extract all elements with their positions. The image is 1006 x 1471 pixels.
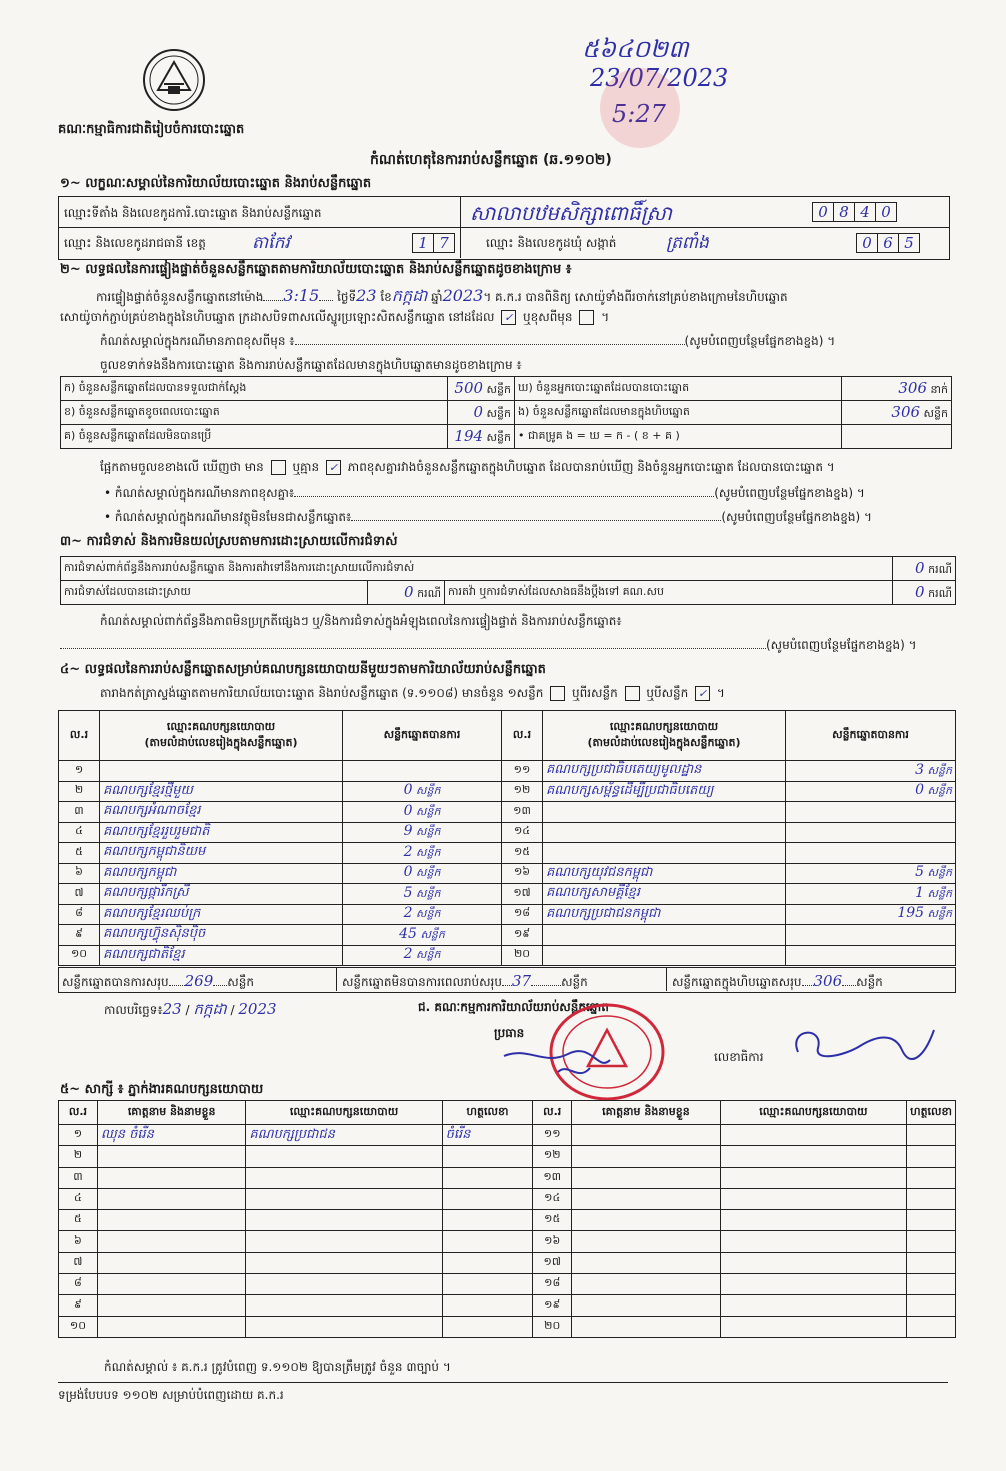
no-difference-checkbox[interactable]: ✓ — [326, 460, 341, 475]
objection-row1-label: ការជំទាស់ពាក់ព័ន្ធនឹងការរាប់សន្លឹកឆ្នោត និងការតវ៉ាទៅនឹងការដោះស្រាយលើការជំទាស់ — [61, 557, 893, 581]
committee-label: ជ. គណៈកម្មការការិយាល័យរាប់សន្លឹកឆ្នោត — [418, 1000, 609, 1014]
party-result-row: ៣ គណបក្សអំណាចខ្មែរ 0 សន្លឹក ១៣ — [59, 802, 956, 823]
three-sheet-checkbox[interactable]: ✓ — [695, 686, 710, 701]
province-label: ឈ្មោះ និងលេខកូដរាជធានី ខេត្ត — [64, 236, 206, 250]
one-sheet-checkbox[interactable] — [550, 686, 565, 701]
province-value: តាកែវ — [252, 233, 290, 253]
party-name: គណបក្សខ្មែររួបរួមជាតិ — [100, 822, 343, 843]
station-label: ឈ្មោះទីតាំង និងលេខកូដការិ.បោះឆ្នោត និងរាប់សន្លឹកឆ្នោត — [64, 206, 322, 220]
red-seal-top — [600, 68, 680, 148]
party-name: គណបក្សខ្មែរឈប់ក្រ — [100, 904, 343, 925]
difference-note: កំណត់សម្គាល់ក្នុងករណីមានភាពខុសពីមុន ៖ (សូមបំពេញបន្ថែមផ្នែកខាងខ្នង) ។ — [100, 334, 836, 348]
section5-heading: ៥~ សាក្សី ៖ ភ្នាក់ងារគណបក្សនយោបាយ — [60, 1082, 264, 1097]
party-result-row: ៨ គណបក្សខ្មែរឈប់ក្រ 2 សន្លឹក ១៨ គណបក្សប្រជាជនកម្ពុជា 195 សន្លឹក — [59, 904, 956, 925]
stamp-time: 5:27 — [612, 100, 666, 128]
witness-row: ៥ ១៥ — [59, 1210, 956, 1231]
section1-heading: ១~ លក្ខណៈសម្គាល់នៃការិយាល័យបោះឆ្នោត និងរាប់សន្លឹកឆ្នោត — [60, 176, 372, 191]
party-name — [543, 945, 786, 966]
party-name: គណបក្សសាមគ្គីខ្មែរ — [543, 884, 786, 905]
witness-row: ២ ១២ — [59, 1146, 956, 1167]
witness-row: ៤ ១៤ — [59, 1188, 956, 1209]
ballot-count-row: គ) ចំនួនសន្លឹកឆ្នោតដែលមិនបានប្រើ 194 សន្លឹក • ជាគម្រូគ ង = ឃ = ក - ( ខ + គ ) — [61, 425, 952, 449]
secretary-label: លេខាធិការ — [714, 1050, 764, 1064]
party-name: គណបក្សសម្ព័ន្ធដើម្បីប្រជាធិបតេយ្យ — [543, 781, 786, 802]
party-result-row: ២ គណបក្សខ្មែរថ្មីមួយ 0 សន្លឹក ១២ គណបក្សសម្ព័ន្ធដើម្បីប្រជាធិបតេយ្យ 0 សន្លឹក — [59, 781, 956, 802]
ballot-count-table — [60, 376, 952, 449]
chair-label: ប្រធាន — [494, 1026, 525, 1040]
party-name — [100, 761, 343, 782]
party-name — [543, 925, 786, 946]
station-value: សាលាបឋមសិក្សាពោធិ៍ស្រា — [470, 201, 673, 225]
witness-row: ១ ឈុន ចំរើន គណបក្សប្រជាជន ចំរើន ១១ — [59, 1125, 956, 1146]
stamp-date: 23/07/2023 — [590, 64, 729, 92]
party-result-row: ៥ គណបក្សកម្ពុជានិយម 2 សន្លឹក ១៥ — [59, 843, 956, 864]
party-result-row: ១ ១១ គណបក្សប្រជាធិបតេយ្យមូលដ្ឋាន 3 សន្លឹក — [59, 761, 956, 782]
commune-value: ត្រពាំង — [666, 233, 709, 253]
has-difference-checkbox[interactable] — [271, 460, 286, 475]
appeal-label: ការតវ៉ា ឬការជំទាស់ដែលសាងធនឹងប្តឹងទៅ គណ.សប — [445, 581, 893, 605]
party-name: គណបក្សហ៊្វុនស៊ិនប៉ិច — [100, 925, 343, 946]
party-result-row: ៩ គណបក្សហ៊្វុនស៊ិនប៉ិច 45 សន្លឹក ១៩ — [59, 925, 956, 946]
witness-row: ៣ ១៣ — [59, 1167, 956, 1188]
ballot-count-row: ក) ចំនួនសន្លឹកឆ្នោតដែលបានទទួលជាក់ស្តែង 500 សន្លឹក ឃ) ចំនួនអ្នកបោះឆ្នោតដែលបានបោះឆ្នោត 306 នាក់ — [61, 377, 952, 401]
party-result-row: ៦ គណបក្សកម្ពុជា 0 សន្លឹក ១៦ គណបក្សយុវជនកម្ពុជា 5 សន្លឹក — [59, 863, 956, 884]
tally-sheet-line: តារាងកត់ត្រាស្ទង់ឆ្នោតតាមការិយាល័យបោះឆ្នោត និងរាប់សន្លឹកឆ្នោត (ទ.១១០៨) មានចំនួន ១សន្លឹក ឬពីរសន្លឹក ឬបីសន្លឹក ✓ ។ — [100, 686, 725, 700]
objection-table: ការជំទាស់ពាក់ព័ន្ធនឹងការរាប់សន្លឹកឆ្នោត និងការតវ៉ាទៅនឹងការដោះស្រាយលើការជំទាស់ 0 ករណី ការជំទាស់ដែលបានដោះស្រាយ 0 ករណី ការតវ៉ា ឬការជំទាស់ដែលសាងធនឹងប្តឹងទៅ គណ.សប 0 ករណី — [60, 556, 956, 605]
total-in-box: សន្លឹកឆ្នោតក្នុងហិបឆ្នោតសរុប 306 សន្លឹក — [672, 972, 883, 990]
ballot-count-row: ខ) ចំនួនសន្លឹកឆ្នោតខូចពេលបោះឆ្នោត 0 សន្លឹក ង) ចំនួនសន្លឹកឆ្នោតដែលមានក្នុងហិបឆ្នោត 306 សន្លឹក — [61, 401, 952, 425]
org-name: គណៈកម្មាធិការជាតិរៀបចំការបោះឆ្នោត — [58, 122, 245, 137]
witness-row: ១០ ២០ — [59, 1316, 956, 1337]
party-name: គណបក្សអំណាចខ្មែរ — [100, 802, 343, 823]
party-name — [543, 822, 786, 843]
party-name — [543, 843, 786, 864]
party-name: គណបក្សប្រជាធិបតេយ្យមូលដ្ឋាន — [543, 761, 786, 782]
party-name: គណបក្សកម្ពុជានិយម — [100, 843, 343, 864]
nec-logo — [138, 46, 210, 114]
witness-row: ៧ ១៧ — [59, 1252, 956, 1273]
station-code: 0 8 4 0 — [812, 202, 896, 222]
total-valid: សន្លឹកឆ្នោតបានការសរុប 269 សន្លឹក — [62, 972, 254, 990]
party-name: គណបក្សខ្មែរថ្មីមួយ — [100, 781, 343, 802]
party-name: គណបក្សកម្ពុជា — [100, 863, 343, 884]
party-name: គណបក្សប្រជាជនកម្ពុជា — [543, 904, 786, 925]
secretary-signature — [784, 1018, 944, 1074]
form-title: កំណត់ហេតុនៃការរាប់សន្លឹកឆ្នោត (ឆ.១១០២) — [370, 152, 612, 168]
section2-heading: ២~ លទ្ធផលនៃការផ្ទៀងផ្ទាត់ចំនួនសន្លឹកឆ្នោតតាមការិយាល័យបោះឆ្នោត និងរាប់សន្លឹកឆ្នោតដូចខាងក្រោម ៖ — [60, 262, 572, 277]
witness-row: ៨ ១៨ — [59, 1274, 956, 1295]
party-result-row: ១០ គណបក្សជាតិខ្មែរ 2 សន្លឹក ២០ — [59, 945, 956, 966]
verification-line2: សោយ៉ូចាក់ភ្ជាប់គ្រប់ខាងក្នុងនៃហិបឆ្នោត ក្រដាសបិទពាសលើស្នូរប្រឡោះសិតសន្លឹកឆ្នោត នៅដដែល ✓ ឬខុសពីមុន ។ — [60, 310, 610, 324]
verification-line1: ការផ្ទៀងផ្ទាត់ចំនួនសន្លឹកឆ្នោតនៅម៉ោង 3:15 ថ្ងៃទី23 ខែកក្កដា ឆ្នាំ2023។ គ.ក.រ បានពិនិត្យ សោយ៉ូទាំងពីរចាក់នៅគ្រប់ខាងក្រោមនៃហិបឆ្នោត — [96, 286, 788, 305]
party-result-row: ៧ គណបក្សផ្ការីកស្រី 5 សន្លឹក ១៧ គណបក្សសាមគ្គីខ្មែរ 1 សន្លឹក — [59, 884, 956, 905]
unchanged-checkbox[interactable]: ✓ — [501, 310, 516, 325]
irregularity-note: កំណត់សម្គាល់ពាក់ព័ន្ធនឹងភាពមិនប្រក្រតីផ្សេងៗ ឬ/និងការជំទាស់ក្នុងអំឡុងពេលនៃការផ្ទៀងផ្ទាត់ និងការរាប់សន្លឹកឆ្នោត៖ — [100, 614, 622, 628]
party-name: គណបក្សយុវជនកម្ពុជា — [543, 863, 786, 884]
party-results-table: ល.រ ឈ្មោះគណបក្សនយោបាយ (តាមលំដាប់លេខរៀងក្នុងសន្លឹកឆ្នោត) សន្លឹកឆ្នោតបានការ ល.រ ឈ្មោះគណបក្សនយោបាយ (តាមលំដាប់លេខរៀងក្នុងសន្លឹកឆ្នោត) សន្លឹកឆ្នោតបានការ ១ ១១ គណបក្សប្រជាធិបតេយ្យមូលដ្ឋាន 3 សន្លឹក ២ គណបក្សខ្មែរថ្មីមួយ 0 សន្លឹក ១២ គណបក្សសម្ព័ន្ធដើម្បីប្រជាធិបតេយ្យ 0 សន្លឹក ៣ គណបក្សអំណាចខ្មែរ 0 សន្លឹក ១៣ ៤ គណបក្សខ្មែររួបរួមជាតិ 9 សន្លឹក ១៤ ៥ គណបក្សកម្ពុជានិយម 2 សន្លឹក ១៥ ៦ គណបក្សកម្ពុជា 0 សន្លឹក ១៦ គណបក្សយុវជនកម្ពុជា 5 សន្លឹក ៧ គណបក្សផ្ការីកស្រី 5 សន្លឹក ១៧ គណបក្សសាមគ្គីខ្មែរ 1 សន្លឹក ៨ គណបក្សខ្មែរឈប់ក្រ 2 សន្លឹក ១៨ គណបក្សប្រជាជនកម្ពុជា 195 សន្លឹក ៩ គណបក្សហ៊្វុនស៊ិនប៉ិច 45 សន្លឹក ១៩ ១០ គណបក្សជាតិខ្មែរ 2 សន្លឹក ២០ — [58, 710, 956, 966]
party-name: គណបក្សផ្ការីកស្រី — [100, 884, 343, 905]
party-name: គណបក្សជាតិខ្មែរ — [100, 945, 343, 966]
party-name — [543, 802, 786, 823]
witness-row: ៩ ១៩ — [59, 1295, 956, 1316]
foreign-object-remark: • កំណត់សម្គាល់ក្នុងករណីមានវត្ថុមិនមែនជាសន្លឹកឆ្នោត៖ (សូមបំពេញបន្ថែមផ្នែកខាងខ្នង) ។ — [104, 510, 872, 524]
province-code: 1 7 — [412, 233, 454, 253]
commune-label: ឈ្មោះ និងលេខកូដឃុំ សង្កាត់ — [486, 236, 617, 250]
changed-checkbox[interactable] — [579, 310, 594, 325]
chair-signature — [498, 1042, 618, 1084]
signing-date: កាលបរិច្ឆេទ៖23 / កក្កដា / 2023 — [104, 1000, 277, 1018]
witness-table: ល.រ គោត្តនាម និងនាមខ្លួន ឈ្មោះគណបក្សនយោបាយ ហត្ថលេខា ល.រ គោត្តនាម និងនាមខ្លួន ឈ្មោះគណបក្សនយោបាយ ហត្ថលេខា ១ ឈុន ចំរើន គណបក្សប្រជាជន ចំរើន ១១ ២ ១២ ៣ ១៣ ៤ ១៤ ៥ ១៥ ៦ ១៦ ៧ ១៧ ៨ ១៨ ៩ ១៩ ១០ ២០ — [58, 1100, 956, 1338]
two-sheet-checkbox[interactable] — [625, 686, 640, 701]
total-invalid: សន្លឹកឆ្នោតមិនបានការពេលរាប់សរុប 37 សន្លឹក — [342, 972, 588, 990]
difference-remark: • កំណត់សម្គាល់ក្នុងករណីមានភាពខុសគ្នា៖ (សូមបំពេញបន្ថែមផ្នែកខាងខ្នង) ។ — [104, 486, 865, 500]
witness-row: ៦ ១៦ — [59, 1231, 956, 1252]
stamp-number: ៥៦៤០២៣ — [582, 35, 689, 63]
form-footer: ទម្រង់បែបបទ ១១០២ សម្រាប់បំពេញដោយ គ.ក.រ — [58, 1388, 284, 1402]
ballot-intro: ចួលខទាក់ទងនឹងការបោះឆ្នោត និងការរាប់សន្លឹកឆ្នោតដែលមានក្នុងហិបឆ្នោតមានដូចខាងក្រោម ៖ — [100, 358, 522, 372]
irregularity-fill: (សូមបំពេញបន្ថែមផ្នែកខាងខ្នង) ។ — [60, 638, 917, 652]
section3-heading: ៣~ ការជំទាស់ និងការមិនយល់ស្របតាមការដោះស្រាយលើការជំទាស់ — [60, 534, 398, 549]
difference-line: ផ្អែកតាមចួលខខាងលើ ឃើញថា មាន ឬគ្មាន ✓ ភាពខុសគ្នារវាងចំនួនសន្លឹកឆ្នោតក្នុងហិបឆ្នោត ដែលបានរាប់ឃើញ និងចំនួនអ្នកបោះឆ្នោត ដែលបានបោះឆ្នោត ។ — [100, 460, 835, 474]
resolved-objection-label: ការជំទាស់ដែលបានដោះស្រាយ — [61, 581, 368, 605]
commune-code: 0 6 5 — [856, 233, 919, 253]
section4-heading: ៤~ លទ្ធផលនៃការរាប់សន្លឹកឆ្នោតសម្រាប់គណបក្សនយោបាយនីមួយៗតាមការិយាល័យរាប់សន្លឹកឆ្នោត — [60, 662, 546, 677]
witness-note: កំណត់សម្គាល់ ៖ គ.ក.រ ត្រូវបំពេញ ទ.១១០២ ឱ្យបានត្រឹមត្រូវ ចំនួន ៣ច្បាប់ ។ — [104, 1360, 451, 1374]
party-result-row: ៤ គណបក្សខ្មែររួបរួមជាតិ 9 សន្លឹក ១៤ — [59, 822, 956, 843]
